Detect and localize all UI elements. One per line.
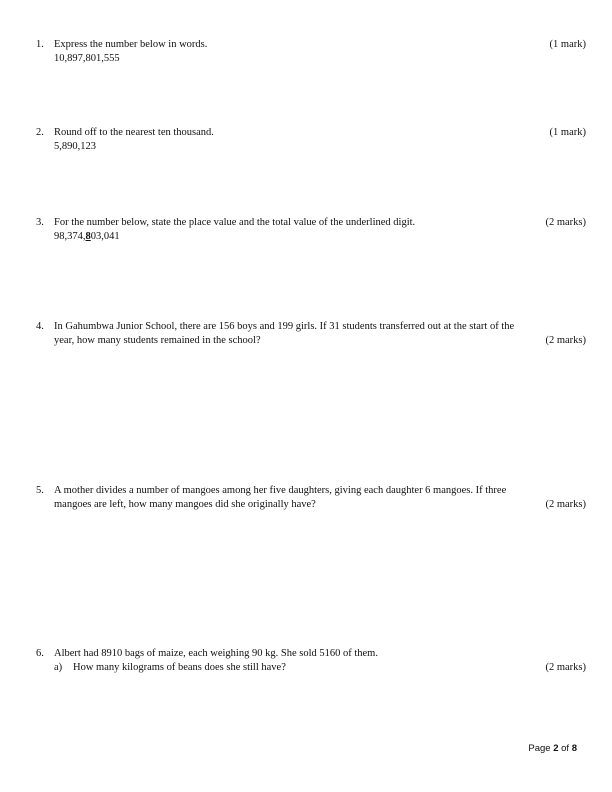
total-pages: 8 — [571, 743, 577, 754]
question-number: 3. — [36, 217, 44, 228]
question-value: 5,890,123 — [54, 141, 96, 152]
underlined-digit: 8 — [85, 231, 91, 242]
question-number: 6. — [36, 648, 44, 659]
question-text-line-2: year, how many students remained in the school? — [54, 335, 261, 346]
marks-label: (1 mark) — [549, 127, 586, 138]
marks-label: (2 marks) — [545, 499, 586, 510]
question-text-line-1: A mother divides a number of mangoes among her five daughters, giving each daughter 6 mangoes. If three — [54, 485, 507, 496]
marks-label: (2 marks) — [545, 662, 586, 673]
question-text-line-1: In Gahumbwa Junior School, there are 156 boys and 199 girls. If 31 students transferred out at the start of the — [54, 321, 515, 332]
of-word: of — [561, 743, 570, 754]
marks-label: (2 marks) — [545, 217, 586, 228]
question-value: 10,897,801,555 — [54, 53, 120, 64]
question-value — [54, 230, 120, 244]
question-text: For the number below, state the place value and the total value of the underlined digit. — [54, 217, 416, 228]
marks-label: (1 mark) — [549, 39, 586, 50]
page-word: Page — [528, 743, 551, 754]
question-number: 5. — [36, 485, 44, 496]
question-number: 4. — [36, 321, 44, 332]
sub-question-text: How many kilograms of beans does she still have? — [73, 662, 286, 673]
question-number: 1. — [36, 39, 44, 50]
question-number: 2. — [36, 127, 44, 138]
question-text-line-2: mangoes are left, how many mangoes did she originally have? — [54, 499, 316, 510]
marks-label: (2 marks) — [545, 335, 586, 346]
question-text: Express the number below in words. — [54, 39, 208, 50]
value-before: 98,374, — [54, 231, 86, 242]
question-text: Albert had 8910 bags of maize, each weighing 90 kg. She sold 5160 of them. — [54, 648, 378, 659]
current-page: 2 — [553, 743, 559, 754]
page-number-footer — [528, 742, 577, 756]
value-after: 03,041 — [90, 231, 120, 242]
question-text: Round off to the nearest ten thousand. — [54, 127, 214, 138]
sub-question-label: a) — [54, 662, 63, 673]
